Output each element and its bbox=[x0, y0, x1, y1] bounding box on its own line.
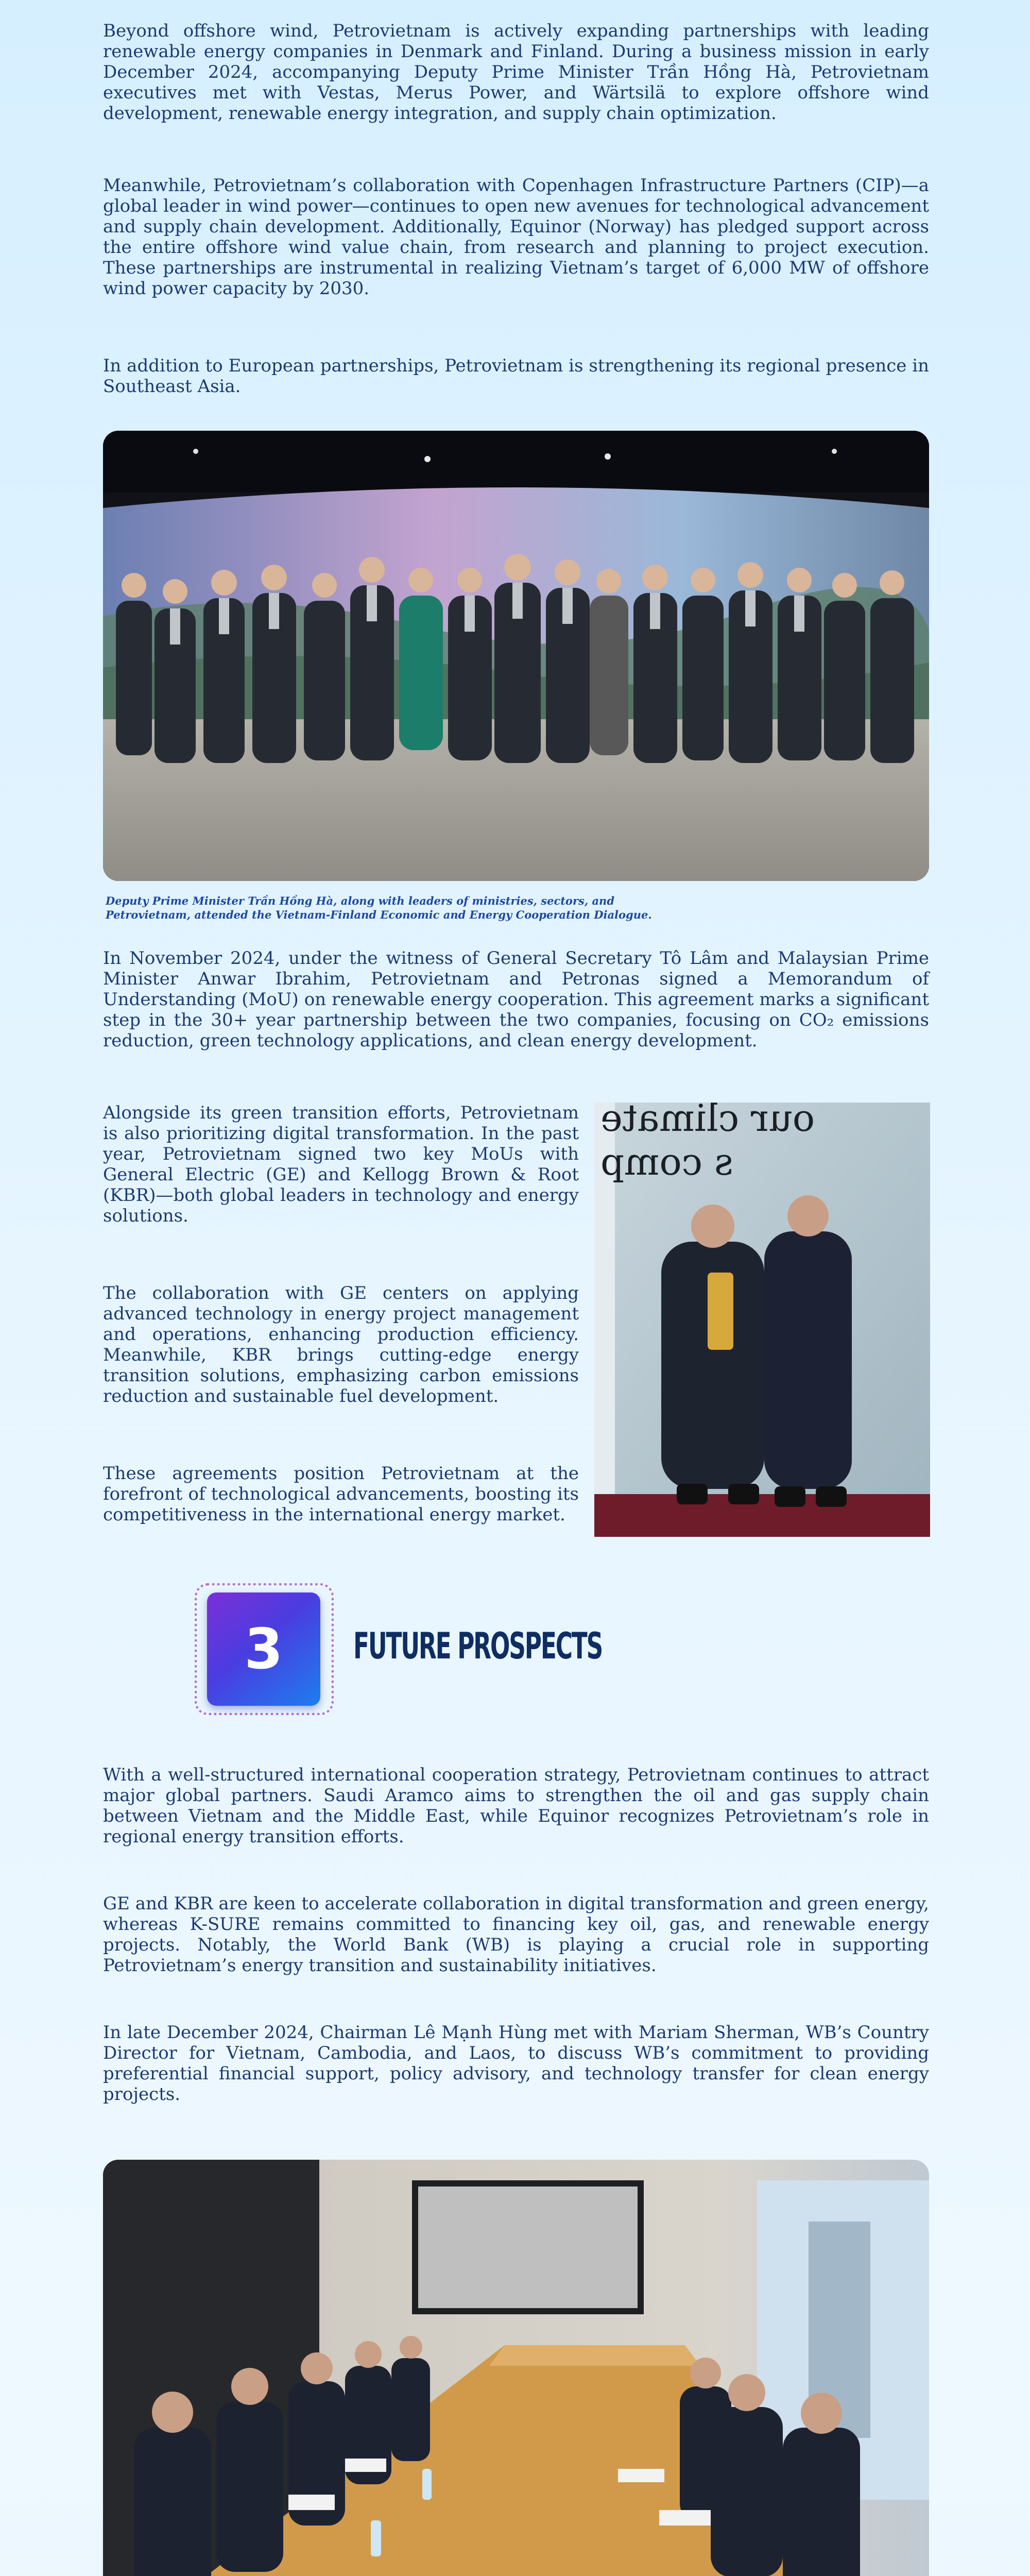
paragraph-9: GE and KBR are keen to accelerate collaboration in digital transformation and green energy, whereas K-SURE remains committed to financing key oil, gas, and renewable energy projects. Notably, the World Bank (WB) is playing a crucial role in supporting Petrovietnam’s energy transition and sustainability initiatives. bbox=[103, 1893, 929, 1976]
paragraph-1: Beyond offshore wind, Petrovietnam is actively expanding partnerships with leading renewable energy companies in Denmark and Finland. During a business mission in early December 2024, accompanying Deputy Prime Minister Trần Hồng Hà, Petrovietnam executives met with Vestas, Merus Power, and Wärtsilä to explore offshore wind development, renewable energy integration, and supply chain optimization. bbox=[103, 21, 929, 124]
paragraph-8: With a well-structured international cooperation strategy, Petrovietnam continues to attract major global partners. Saudi Aramco aims to strengthen the oil and gas supply chain between Vietnam and the Middle East, while Equinor recognizes Petrovietnam’s role in regional energy transition efforts. bbox=[103, 1765, 929, 1847]
badge-tile bbox=[207, 1592, 320, 1706]
paragraph-4: In November 2024, under the witness of General Secretary Tô Lâm and Malaysian Prime Minister Anwar Ibrahim, Petrovietnam and Petronas signed a Memorandum of Understanding (MoU) on renewable energy cooperation. This agreement marks a significant step in the 30+ year partnership between the two companies, focusing on CO₂ emissions reduction, green technology applications, and clean energy development. bbox=[103, 948, 929, 1051]
paragraph-2: Meanwhile, Petrovietnam’s collaboration with Copenhagen Infrastructure Partners (CIP)—a global leader in wind power—continues to open new avenues for technological advancement and supply chain development. Additionally, Equinor (Norway) has pledged support across the entire offshore wind value chain, from research and planning to project execution. These partnerships are instrumental in realizing Vietnam’s target of 6,000 MW of offshore wind power capacity by 2030. bbox=[103, 175, 929, 299]
paragraph-6: The collaboration with GE centers on applying advanced technology in energy project management and operations, enhancing production efficiency. Meanwhile, KBR brings cutting-edge energy transition solutions, emphasizing carbon emissions reduction and sustainable fuel development. bbox=[103, 1283, 579, 1406]
section-number: 3 bbox=[244, 1617, 283, 1682]
section-title: FUTURE PROSPECTS bbox=[353, 1625, 603, 1667]
group-photo bbox=[103, 431, 929, 881]
signage-line-1: our climate bbox=[600, 1103, 815, 1140]
signage-line-2: s comp bbox=[600, 1140, 733, 1183]
paragraph-10: In late December 2024, Chairman Lê Mạnh Hùng met with Mariam Sherman, WB’s Country Director for Vietnam, Cambodia, and Laos, to discuss WB’s commitment to providing preferential financial support, policy advisory, and technology transfer for clean energy projects. bbox=[103, 2022, 929, 2105]
paragraph-5: Alongside its green transition efforts, Petrovietnam is also prioritizing digital transformation. In the past year, Petrovietnam signed two key MoUs with General Electric (GE) and Kellogg Brown & Root (KBR)—both global leaders in technology and energy solutions. bbox=[103, 1103, 579, 1226]
section-badge bbox=[195, 1583, 334, 1715]
paragraph-7: These agreements position Petrovietnam at the forefront of technological advancements, boosting its competitiveness in the international energy market. bbox=[103, 1463, 579, 1525]
agreement-photo bbox=[594, 1103, 930, 1537]
meeting-photo bbox=[103, 2160, 929, 2576]
paragraph-3: In addition to European partnerships, Petrovietnam is strengthening its regional presence in Southeast Asia. bbox=[103, 355, 929, 397]
group-photo-caption: Deputy Prime Minister Trần Hồng Hà, along with leaders of ministries, sectors, and Petrovietnam, attended the Vietnam-Finland Economic and Energy Cooperation Dialogue. bbox=[106, 894, 652, 921]
